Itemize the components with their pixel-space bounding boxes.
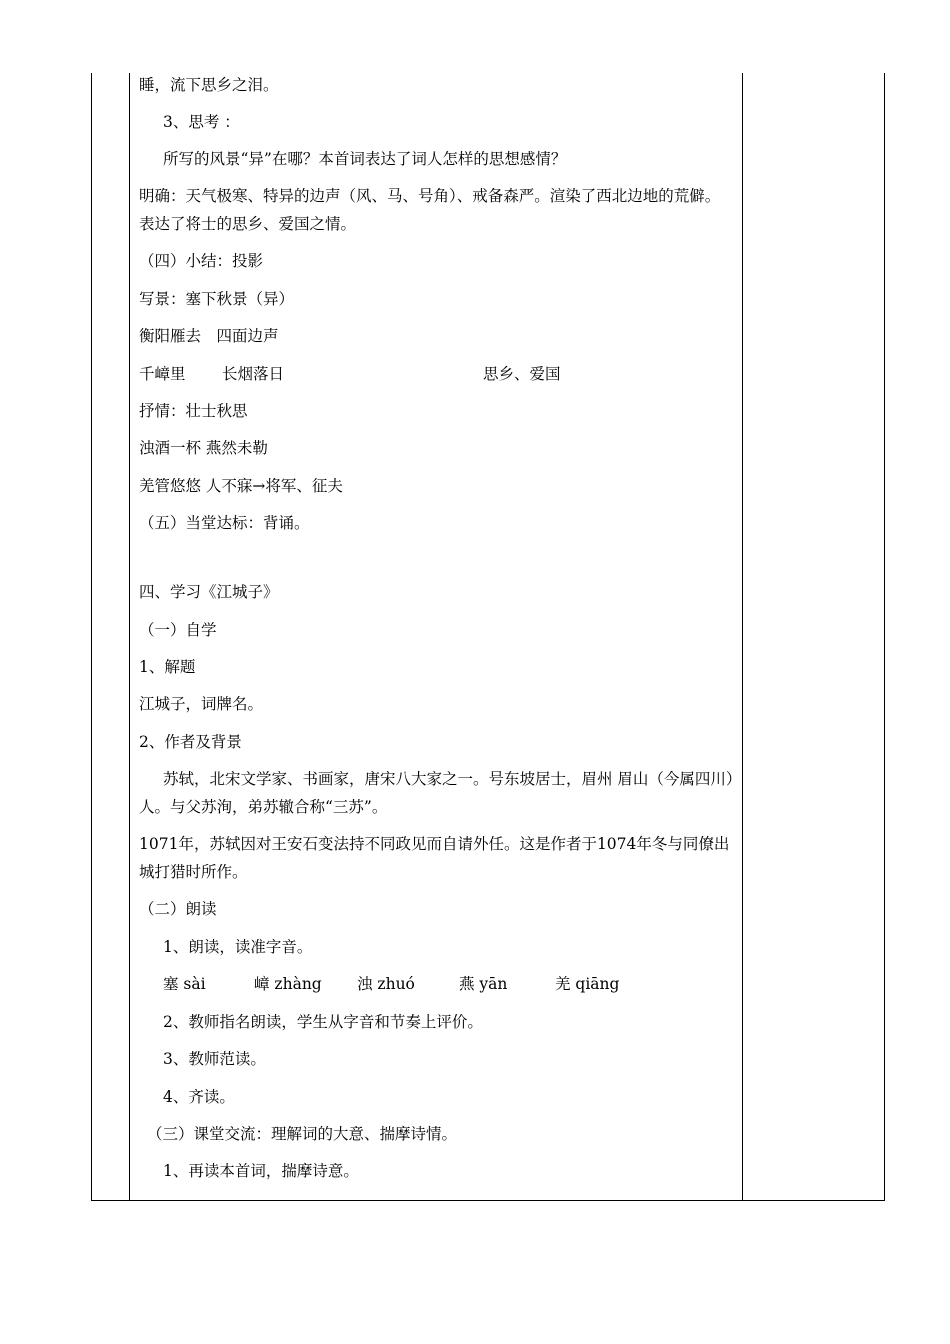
pinyin-item: 塞 sài — [163, 975, 206, 993]
section-heading: 四、学习《江城子》 — [139, 583, 279, 601]
subheading-think: 3、思考 ： — [163, 113, 240, 131]
reading-step: 2、教师指名朗读，学生从字音和节奏上评价。 — [163, 1013, 483, 1031]
summary-line: 浊酒一杯 燕然未勒 — [139, 439, 268, 457]
background-paragraph: 1071年，苏轼因对王安石变法持不同政见而自请外任。这是作者于1074年冬与同僚出城打猎时所作。 — [139, 835, 730, 881]
summary-theme: 思乡、爱国 — [483, 365, 561, 383]
summary-line: 衡阳雁去 四面边声 — [139, 327, 279, 345]
pinyin-item: 浊 zhuó — [357, 975, 415, 993]
reading-step: 1、朗读，读准字音。 — [163, 938, 313, 956]
pinyin-item: 羌 qiāng — [555, 975, 620, 993]
pinyin-item: 燕 yān — [459, 975, 508, 993]
author-paragraph: 苏轼，北宋文学家、书画家，唐宋八大家之一。号东坡居士，眉州 眉山（今属四川）人。与父苏洵，弟苏辙合称“三苏”。 — [139, 770, 734, 816]
summary-scenery: 写景：塞下秋景（异） — [139, 290, 295, 308]
answer-paragraph: 明确：天气极寒、特异的边声（风、马、号角）、戒备森严。渲染了西北边地的荒僻。表达了将士的思乡、爱国之情。 — [139, 187, 721, 233]
text-line: 江城子，词牌名。 — [139, 695, 264, 713]
pinyin-item: 嶂 zhàng — [254, 975, 322, 993]
summary-item: 长烟落日 — [222, 365, 285, 383]
section-practice: （五）当堂达标：背诵。 — [139, 514, 310, 532]
discussion-step: 1、再读本首词，揣摩诗意。 — [163, 1162, 359, 1180]
notes-column — [742, 73, 884, 1200]
reading-step: 3、教师范读。 — [163, 1050, 266, 1068]
section-summary: （四）小结：投影 — [139, 252, 264, 270]
summary-emotion: 抒情：壮士秋思 — [139, 402, 248, 420]
subsection-heading: （一）自学 — [139, 621, 217, 639]
subsection-heading: （三）课堂交流：理解词的大意、揣摩诗情。 — [147, 1125, 458, 1143]
text-line: 睡，流下思乡之泪。 — [139, 76, 279, 94]
left-column — [92, 73, 130, 1200]
summary-line: 羌管悠悠 人不寐→将军、征夫 — [139, 477, 343, 495]
summary-item: 千嶂里 — [139, 365, 186, 383]
subsection-heading: （二）朗读 — [139, 900, 217, 918]
item-heading: 1、解题 — [139, 658, 196, 676]
reading-step: 4、齐读。 — [163, 1088, 235, 1106]
item-heading: 2、作者及背景 — [139, 733, 242, 751]
question-text: 所写的风景“异”在哪？本首词表达了词人怎样的思想感情？ — [163, 150, 567, 168]
